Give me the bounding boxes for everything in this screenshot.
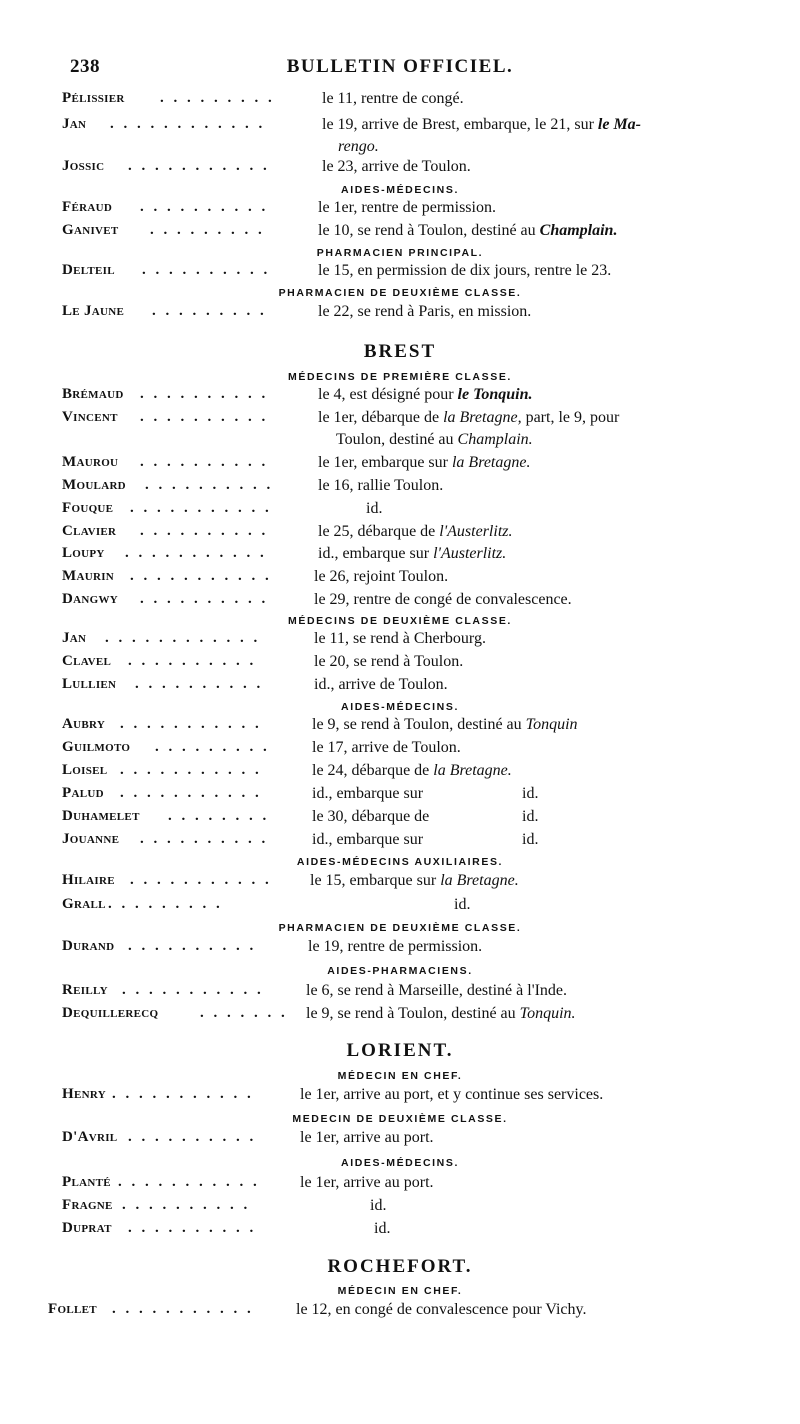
entry-jan-brest: [0, 630, 800, 652]
section-heading: MÉDECIN EN CHEF.: [337, 1070, 463, 1082]
entry-guilmoto: [0, 739, 800, 761]
section-heading: PHARMACIEN DE DEUXIÈME CLASSE.: [278, 287, 522, 299]
dot-leader: . . . . . . . . . .: [128, 938, 257, 954]
section-heading: AIDES-MÉDECINS AUXILIAIRES.: [296, 856, 504, 868]
entry-continuation: rengo.: [338, 138, 379, 155]
entry-text: id., embarque sur: [312, 785, 424, 802]
entry-name: Duprat: [62, 1220, 112, 1236]
dot-leader: . . . . . . . . . .: [140, 454, 269, 470]
entry-id-column: id.: [522, 831, 539, 848]
entry-name: Lullien: [62, 676, 117, 692]
dot-leader: . . . . . . . . . . .: [128, 158, 270, 174]
entry-text: le 9, se rend à Toulon, destiné au Tonquin: [312, 716, 578, 733]
entry-jan: [0, 116, 800, 138]
entry-text: le 19, arrive de Brest, embarque, le 21, sur le Ma-: [322, 116, 642, 133]
dot-leader: . . . . . . . . . .: [142, 262, 271, 278]
entry-name: Loupy: [62, 545, 105, 561]
dot-leader: . . . . . . . . . . .: [112, 1301, 254, 1317]
section-heading: MÉDECINS DE PREMIÈRE CLASSE.: [288, 371, 512, 383]
section-heading: PHARMACIEN PRINCIPAL.: [316, 247, 484, 259]
section-heading: AIDES-MÉDECINS.: [341, 184, 459, 196]
running-title: BULLETIN OFFICIEL.: [286, 56, 514, 77]
entry-fragne: [0, 1197, 800, 1219]
dot-leader: . . . . . . . . . .: [122, 1197, 251, 1213]
dot-leader: . . . . . . . . . .: [140, 199, 269, 215]
entry-id-column: id.: [522, 808, 539, 825]
entry-text: le 23, arrive de Toulon.: [322, 158, 471, 175]
entry-name: Maurou: [62, 454, 119, 470]
dot-leader: . . . . . . . . . . .: [120, 716, 262, 732]
entry-text: id.: [374, 1220, 391, 1237]
entry-text: le 11, se rend à Cherbourg.: [314, 630, 486, 647]
entry-name: D'Avril: [62, 1129, 118, 1145]
entry-hilaire: [0, 872, 800, 894]
port-heading-lorient: LORIENT.: [346, 1040, 454, 1061]
entry-text: le 4, est désigné pour le Tonquin.: [318, 386, 533, 403]
entry-duhamelet: [0, 808, 800, 830]
entry-text: le 6, se rend à Marseille, destiné à l'Inde.: [306, 982, 568, 999]
entry-name: Dangwy: [62, 591, 119, 607]
entry-name: Follet: [48, 1301, 97, 1317]
port-heading-brest: BREST: [363, 341, 437, 362]
entry-duprat: [0, 1220, 800, 1242]
dot-leader: . . . . . . . .: [168, 808, 270, 824]
entry-text: id.: [366, 500, 383, 517]
entry-text: le 22, se rend à Paris, en mission.: [318, 303, 532, 320]
entry-text: le 1er, rentre de permission.: [318, 199, 496, 216]
section-heading: AIDES-MÉDECINS.: [341, 701, 459, 713]
dot-leader: . . . . . . . . . .: [140, 386, 269, 402]
dot-leader: . . . . . . . . . .: [145, 477, 274, 493]
entry-text: id., embarque sur l'Austerlitz.: [318, 545, 507, 562]
entry-text: le 26, rejoint Toulon.: [314, 568, 449, 585]
entry-text: le 1er, débarque de la Bretagne, part, le 9, pour: [318, 409, 620, 426]
dot-leader: . . . . . . . . .: [150, 222, 265, 238]
entry-text: le 12, en congé de convalescence pour Vichy.: [296, 1301, 587, 1318]
dot-leader: . . . . . . . . . . .: [112, 1086, 254, 1102]
entry-durand: [0, 938, 800, 960]
entry-text: id.: [370, 1197, 387, 1214]
entry-clavel: [0, 653, 800, 675]
port-heading-rochefort: ROCHEFORT.: [327, 1256, 473, 1277]
dot-leader: . . . . . . . . . . .: [122, 982, 264, 998]
dot-leader: . . . . . . . . .: [155, 739, 270, 755]
entry-name: Fouque: [62, 500, 114, 516]
entry-text: le 30, débarque de: [312, 808, 430, 825]
entry-continuation: Toulon, destiné au Champlain.: [336, 431, 533, 448]
entry-name: Clavier: [62, 523, 117, 539]
dot-leader: . . . . . . .: [200, 1005, 288, 1021]
entry-palud: [0, 785, 800, 807]
entry-clavier: [0, 523, 800, 545]
entry-loupy: [0, 545, 800, 567]
entry-text: le 1er, arrive au port.: [300, 1174, 434, 1191]
entry-maurin: [0, 568, 800, 590]
dot-leader: . . . . . . . . .: [152, 303, 267, 319]
entry-vincent: [0, 409, 800, 431]
entry-name: Dequillerecq: [62, 1005, 159, 1021]
entry-grall: [0, 896, 800, 918]
dot-leader: . . . . . . . . . . .: [125, 545, 267, 561]
entry-ganivet: [0, 222, 800, 244]
entry-text: le 17, arrive de Toulon.: [312, 739, 461, 756]
entry-text: le 11, rentre de congé.: [322, 90, 464, 107]
dot-leader: . . . . . . . . . .: [135, 676, 264, 692]
dot-leader: . . . . . . . . . .: [140, 523, 269, 539]
entry-plante: [0, 1174, 800, 1196]
dot-leader: . . . . . . . . . .: [140, 591, 269, 607]
entry-name: Durand: [62, 938, 115, 954]
entry-bremaud: [0, 386, 800, 408]
entry-text: le 1er, embarque sur la Bretagne.: [318, 454, 531, 471]
dot-leader: . . . . . . . . . .: [128, 1220, 257, 1236]
entry-fouque: [0, 500, 800, 522]
dot-leader: . . . . . . . . . . .: [130, 872, 272, 888]
entry-aubry: [0, 716, 800, 738]
entry-text: le 1er, arrive au port, et y continue ses services.: [300, 1086, 604, 1103]
entry-jouanne: [0, 831, 800, 853]
section-heading: AIDES-MÉDECINS.: [341, 1157, 459, 1169]
dot-leader: . . . . . . . . . .: [128, 1129, 257, 1145]
entry-name: Vincent: [62, 409, 118, 425]
dot-leader: . . . . . . . . .: [160, 90, 275, 106]
entry-name: Palud: [62, 785, 104, 801]
entry-text: le 20, se rend à Toulon.: [314, 653, 464, 670]
entry-name: Pélissier: [62, 90, 125, 106]
entry-name: Reilly: [62, 982, 108, 998]
entry-text: id., embarque sur: [312, 831, 424, 848]
entry-name: Aubry: [62, 716, 106, 732]
entry-id-column: id.: [454, 896, 471, 913]
entry-name: Jan: [62, 630, 87, 646]
dot-leader: . . . . . . . . . .: [140, 409, 269, 425]
section-heading: MÉDECIN EN CHEF.: [337, 1285, 463, 1297]
entry-text: le 16, rallie Toulon.: [318, 477, 444, 494]
entry-name: Fragne: [62, 1197, 113, 1213]
entry-name: Guilmoto: [62, 739, 131, 755]
entry-name: Delteil: [62, 262, 115, 278]
entry-reilly: [0, 982, 800, 1004]
entry-name: Le Jaune: [62, 303, 125, 319]
entry-henry: [0, 1086, 800, 1108]
entry-jossic: [0, 158, 800, 180]
entry-text: le 15, en permission de dix jours, rentre le 23.: [318, 262, 612, 279]
dot-leader: . . . . . . . . . . .: [130, 500, 272, 516]
entry-name: Clavel: [62, 653, 112, 669]
entry-dangwy: [0, 591, 800, 613]
entry-text: le 25, débarque de l'Austerlitz.: [318, 523, 513, 540]
entry-name: Grall: [62, 896, 106, 912]
entry-loisel: [0, 762, 800, 784]
entry-text: le 10, se rend à Toulon, destiné au Champlain.: [318, 222, 618, 239]
entry-name: Jouanne: [62, 831, 120, 847]
entry-dequillerecq: [0, 1005, 800, 1027]
entry-maurou: [0, 454, 800, 476]
dot-leader: . . . . . . . . . . . .: [110, 116, 266, 132]
entry-lullien: [0, 676, 800, 698]
entry-name: Moulard: [62, 477, 126, 493]
dot-leader: . . . . . . . . . .: [128, 653, 257, 669]
entry-follet: [0, 1301, 800, 1323]
section-heading: AIDES-PHARMACIENS.: [327, 965, 473, 977]
entry-name: Brémaud: [62, 386, 124, 402]
dot-leader: . . . . . . . . . . .: [120, 785, 262, 801]
entry-text: le 24, débarque de la Bretagne.: [312, 762, 512, 779]
entry-name: Féraud: [62, 199, 113, 215]
dot-leader: . . . . . . . . . .: [140, 831, 269, 847]
entry-le-jaune: [0, 303, 800, 325]
entry-name: Ganivet: [62, 222, 119, 238]
section-heading: PHARMACIEN DE DEUXIÈME CLASSE.: [278, 922, 522, 934]
section-heading: MÉDECINS DE DEUXIÈME CLASSE.: [288, 615, 512, 627]
entry-moulard: [0, 477, 800, 499]
dot-leader: . . . . . . . . . . .: [120, 762, 262, 778]
dot-leader: . . . . . . . . . . .: [118, 1174, 260, 1190]
entry-feraud: [0, 199, 800, 221]
entry-text: id., arrive de Toulon.: [314, 676, 448, 693]
entry-id-column: id.: [522, 785, 539, 802]
entry-text: le 15, embarque sur la Bretagne.: [310, 872, 519, 889]
dot-leader: . . . . . . . . . . .: [130, 568, 272, 584]
entry-davril: [0, 1129, 800, 1151]
entry-text: le 9, se rend à Toulon, destiné au Tonquin.: [306, 1005, 576, 1022]
entry-name: Henry: [62, 1086, 106, 1102]
entry-name: Duhamelet: [62, 808, 140, 824]
entry-name: Hilaire: [62, 872, 115, 888]
entry-pelissier: [0, 90, 800, 112]
entry-name: Jossic: [62, 158, 105, 174]
dot-leader: . . . . . . . . . . . .: [105, 630, 261, 646]
entry-name: Maurin: [62, 568, 115, 584]
entry-name: Jan: [62, 116, 87, 132]
entry-delteil: [0, 262, 800, 284]
entry-name: Loisel: [62, 762, 108, 778]
entry-text: le 29, rentre de congé de convalescence.: [314, 591, 572, 608]
entry-text: le 19, rentre de permission.: [308, 938, 483, 955]
page-number: 238: [70, 56, 100, 77]
entry-name: Planté: [62, 1174, 111, 1190]
dot-leader: . . . . . . . . .: [108, 896, 223, 912]
section-heading: MEDECIN DE DEUXIÈME CLASSE.: [292, 1113, 508, 1125]
entry-text: le 1er, arrive au port.: [300, 1129, 434, 1146]
